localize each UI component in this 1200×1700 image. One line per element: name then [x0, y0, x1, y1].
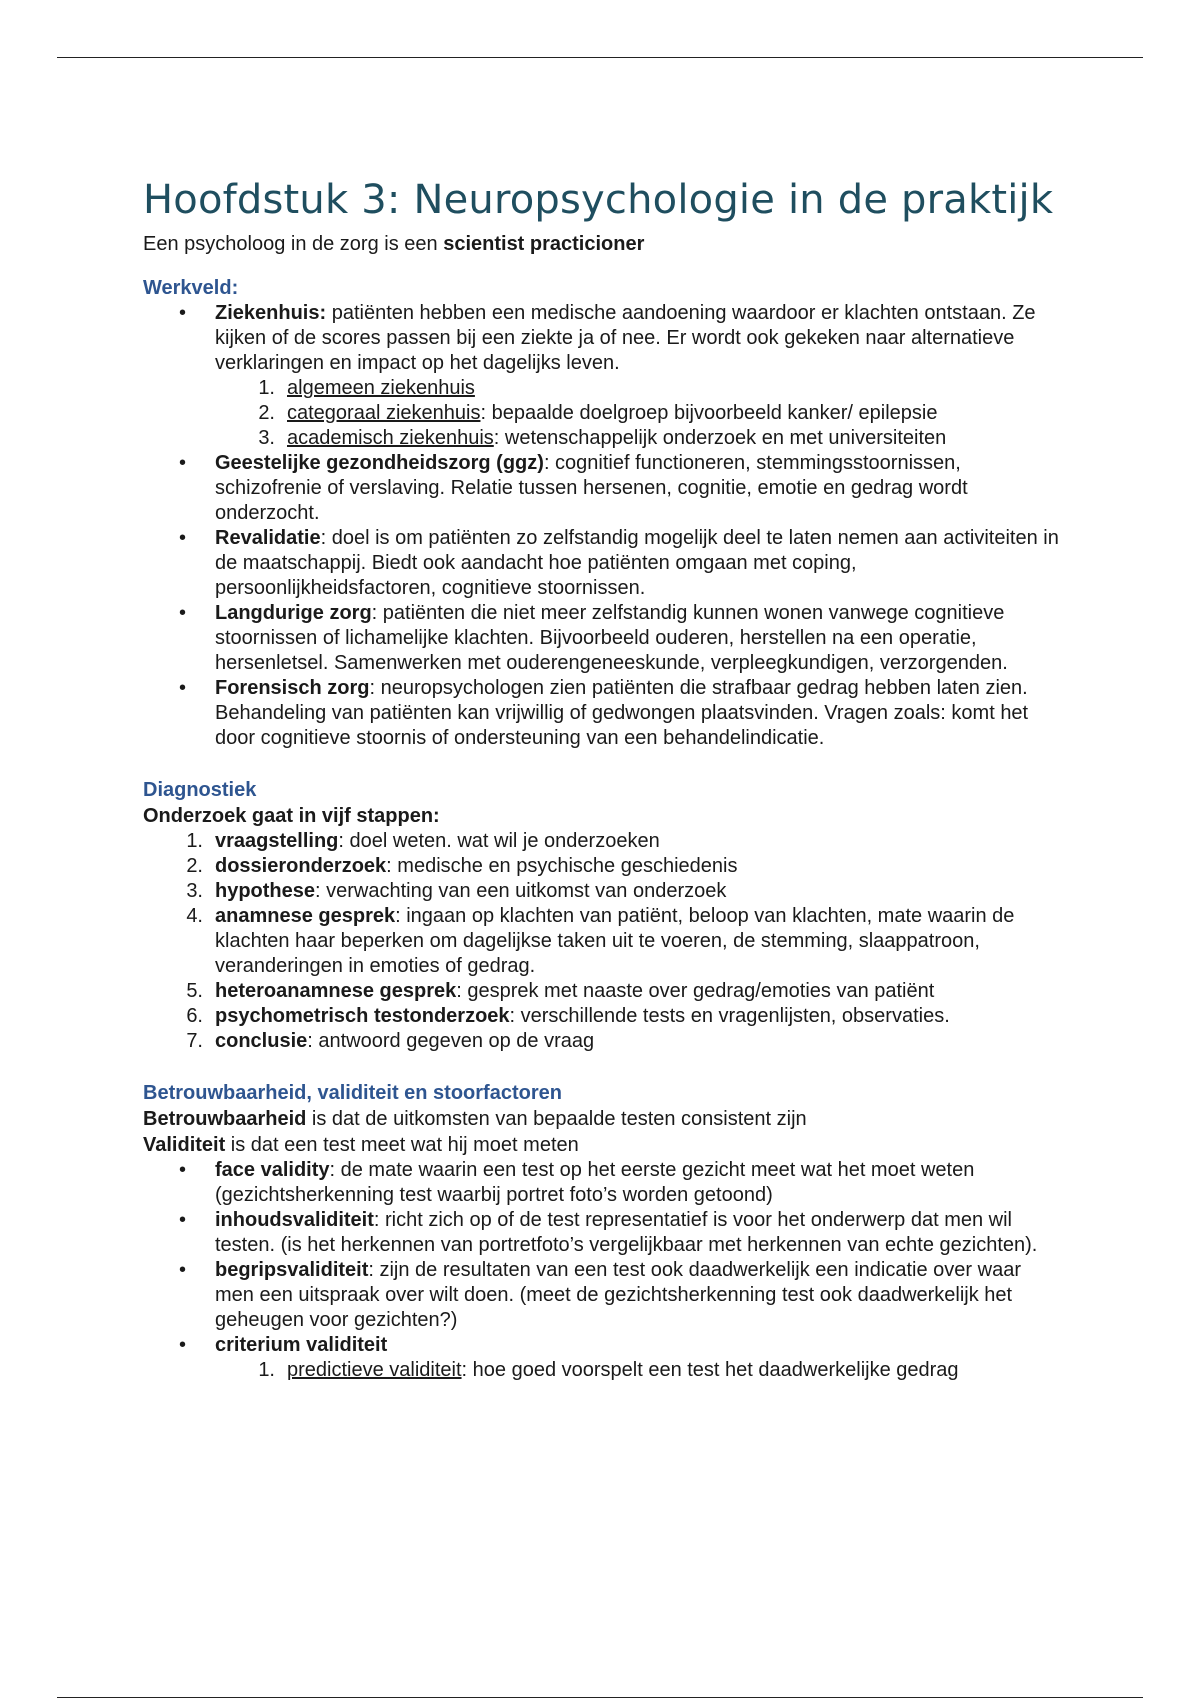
- list-item: [143, 904, 1063, 979]
- list-item: [143, 601, 1063, 676]
- intro-text: Een psycholoog in de zorg is een: [143, 233, 444, 255]
- list-item: [143, 301, 1063, 451]
- hospital-list: [215, 376, 1063, 451]
- list-item: [143, 676, 1063, 751]
- item-text: : neuropsychologen zien patiënten die strafbaar gedrag hebben laten zien. Behandeling van patiënten kan vrijwillig of gedwongen plaatsvinden. Vragen zoals: komt het door cognitieve stoornis of ondersteuning van een behandelindicatie.: [215, 677, 1029, 749]
- list-item: [215, 376, 1063, 401]
- list-item: [143, 451, 1063, 526]
- item-text: : doel is om patiënten zo zelfstandig mogelijk deel te laten nemen aan activiteiten in de maatschappij. Biedt ook aandacht hoe patiënten omgaan met coping, persoonlijkheidsfactoren, cognitieve stoornissen.: [215, 527, 1059, 599]
- item-term: Betrouwbaarheid: [143, 1108, 307, 1130]
- item-term: inhoudsvaliditeit: [215, 1209, 374, 1231]
- criterium-list: [215, 1358, 1063, 1383]
- item-text: : verwachting van een uitkomst van onderzoek: [315, 880, 727, 902]
- item-term: vraagstelling: [215, 830, 339, 852]
- item-term: criterium validiteit: [215, 1334, 388, 1356]
- list-item: [143, 1004, 1063, 1029]
- list-number: 7.: [186, 1030, 203, 1052]
- section-heading-diagnostiek: Diagnostiek: [143, 779, 257, 801]
- list-item: [143, 829, 1063, 854]
- definition-line: [143, 1106, 1063, 1132]
- item-text: is dat een test meet wat hij moet meten: [225, 1134, 579, 1156]
- item-term: psychometrisch testonderzoek: [215, 1005, 510, 1027]
- list-item: [143, 879, 1063, 904]
- item-term: hypothese: [215, 880, 316, 902]
- item-term: Revalidatie: [215, 527, 321, 549]
- item-term: heteroanamnese gesprek: [215, 980, 457, 1002]
- item-text: : richt zich op of de test representatief is voor het onderwerp dat men wil testen. (is het herkennen van portretfoto’s vergelijkbaar met herkennen van echte gezichten).: [215, 1209, 1038, 1256]
- item-text: is dat de uitkomsten van bepaalde testen consistent zijn: [306, 1108, 807, 1130]
- list-item: [215, 426, 1063, 451]
- document-page: [143, 175, 1063, 1383]
- item-text: : ingaan op klachten van patiënt, beloop van klachten, mate waarin de klachten haar beperken om dagelijkse taken uit te voeren, de stemming, slaappatroon, veranderingen in emoties of gedrag.: [215, 905, 1015, 977]
- item-term: academisch ziekenhuis: [287, 427, 494, 449]
- werkveld-list: [143, 301, 1063, 751]
- item-text: : bepaalde doelgroep bijvoorbeeld kanker/ epilepsie: [480, 402, 938, 424]
- list-item: [215, 401, 1063, 426]
- item-term: face validity: [215, 1159, 330, 1181]
- list-number: 5.: [186, 980, 203, 1002]
- steps-list: [143, 829, 1063, 1054]
- item-text: : gesprek met naaste over gedrag/emoties van patiënt: [456, 980, 935, 1002]
- item-text: : verschillende tests en vragenlijsten, observaties.: [509, 1005, 950, 1027]
- item-text: : antwoord gegeven op de vraag: [307, 1030, 595, 1052]
- item-text: : patiënten die niet meer zelfstandig kunnen wonen vanwege cognitieve stoornissen of lichamelijke klachten. Bijvoorbeeld ouderen, herstellen na een operatie, hersenletsel. Samenwerken met ouderengeneeskunde, verpleegkundigen, verzorgenden.: [215, 602, 1008, 674]
- list-number: 3.: [258, 427, 275, 449]
- list-item: [143, 854, 1063, 879]
- item-term: dossieronderzoek: [215, 855, 387, 877]
- list-item: [143, 1029, 1063, 1054]
- item-term: Forensisch zorg: [215, 677, 370, 699]
- footer-rule: [57, 1697, 1143, 1698]
- intro-bold: scientist practicioner: [443, 233, 645, 255]
- spacer: [143, 751, 1063, 777]
- item-term: conclusie: [215, 1030, 308, 1052]
- list-number: 2.: [186, 855, 203, 877]
- list-item: [215, 1358, 1063, 1383]
- page-title: Hoofdstuk 3: Neuropsychologie in de praktijk: [143, 177, 1054, 223]
- list-item: [143, 1333, 1063, 1383]
- item-text: : de mate waarin een test op het eerste gezicht meet wat het moet weten (gezichtsherkenning test waarbij portret foto’s worden getoond): [215, 1159, 975, 1206]
- item-text: : wetenschappelijk onderzoek en met universiteiten: [493, 427, 947, 449]
- section-heading-betrouwbaarheid: Betrouwbaarheid, validiteit en stoorfactoren: [143, 1082, 562, 1104]
- item-text: patiënten hebben een medische aandoening waardoor er klachten ontstaan. Ze kijken of de scores passen bij een ziekte ja of nee. Er wordt ook gekeken naar alternatieve verklaringen en impact op het dagelijks leven.: [215, 302, 1036, 374]
- list-number: 2.: [258, 402, 275, 424]
- list-number: 4.: [186, 905, 203, 927]
- list-item: [143, 526, 1063, 601]
- section-heading-werkveld: Werkveld:: [143, 277, 239, 299]
- item-term: algemeen ziekenhuis: [287, 377, 475, 399]
- item-text: : zijn de resultaten van een test ook daadwerkelijk een indicatie over waar men een uitspraak over wilt doen. (meet de gezichtsherkenning test ook daadwerkelijk het geheugen voor gezichten?): [215, 1259, 1021, 1331]
- list-item: [143, 1208, 1063, 1258]
- list-item: [143, 1158, 1063, 1208]
- item-text: : hoe goed voorspelt een test het daadwerkelijke gedrag: [461, 1359, 959, 1381]
- header-rule: [57, 57, 1143, 58]
- item-text: : cognitief functioneren, stemmingsstoornissen, schizofrenie of verslaving. Relatie tussen hersenen, cognitie, emotie en gedrag wordt onderzocht.: [215, 452, 968, 524]
- list-number: 3.: [186, 880, 203, 902]
- item-term: Langdurige zorg: [215, 602, 372, 624]
- item-term: predictieve validiteit: [287, 1359, 462, 1381]
- item-term: Geestelijke gezondheidszorg (ggz): [215, 452, 544, 474]
- intro-paragraph: [143, 231, 1063, 257]
- subheading: Onderzoek gaat in vijf stappen:: [143, 805, 440, 827]
- list-number: 1.: [186, 830, 203, 852]
- list-number: 1.: [258, 1359, 275, 1381]
- item-term: begripsvaliditeit: [215, 1259, 369, 1281]
- spacer: [143, 1054, 1063, 1080]
- item-text: : medische en psychische geschiedenis: [386, 855, 738, 877]
- item-term: categoraal ziekenhuis: [287, 402, 481, 424]
- item-text: : doel weten. wat wil je onderzoeken: [338, 830, 660, 852]
- item-term: anamnese gesprek: [215, 905, 396, 927]
- list-number: 1.: [258, 377, 275, 399]
- list-number: 6.: [186, 1005, 203, 1027]
- definition-line: [143, 1132, 1063, 1158]
- item-term: Validiteit: [143, 1134, 226, 1156]
- item-term: Ziekenhuis:: [215, 302, 327, 324]
- validity-list: [143, 1158, 1063, 1383]
- list-item: [143, 1258, 1063, 1333]
- list-item: [143, 979, 1063, 1004]
